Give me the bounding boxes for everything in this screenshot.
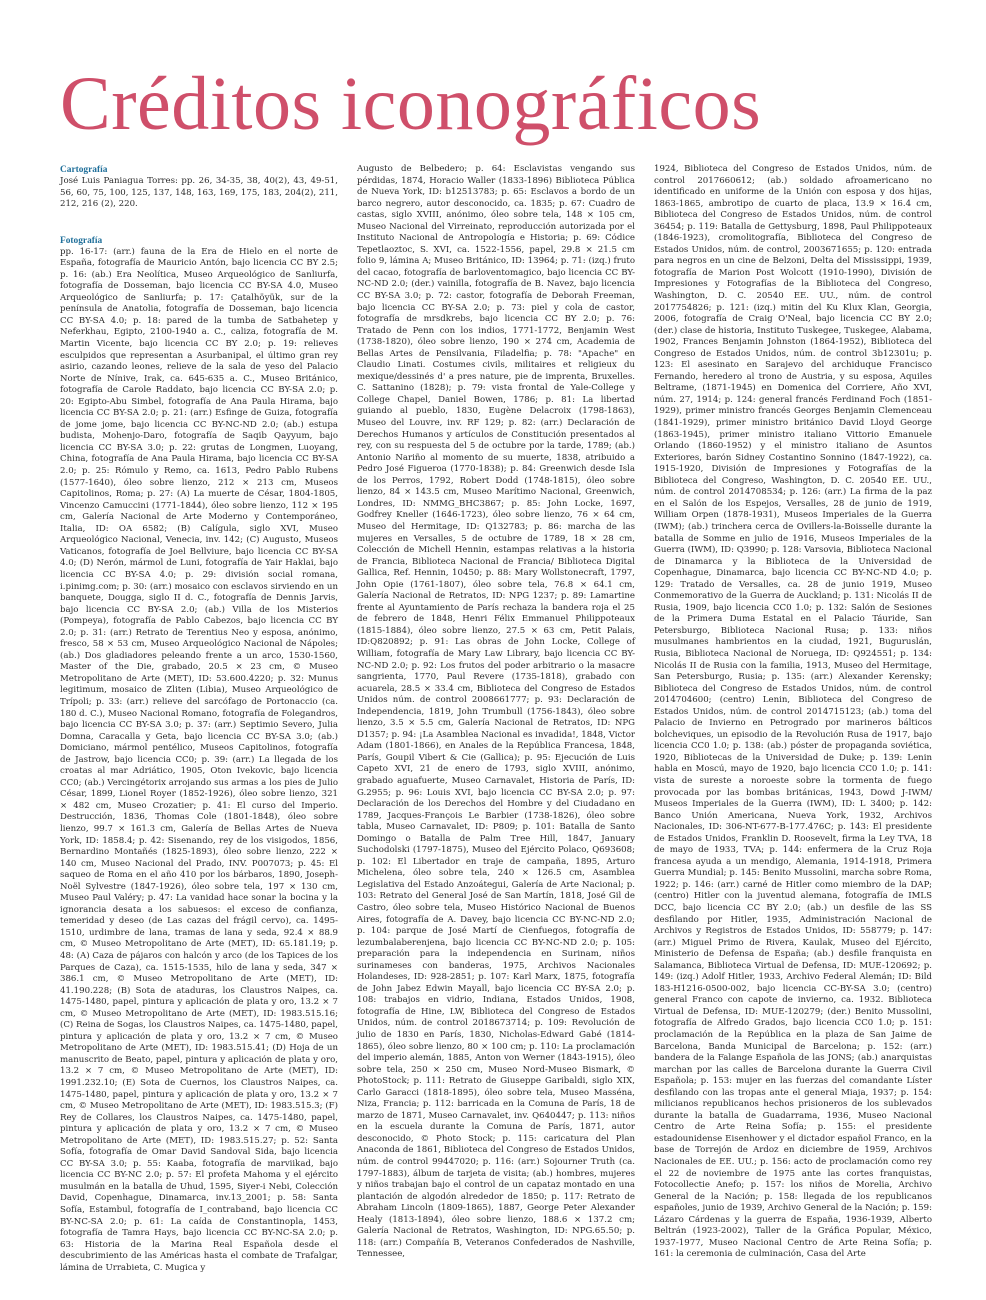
fotografia-text-part-3: 1924, Biblioteca del Congreso de Estados Unidos, núm. de control 2017660612; (ab.) soldado afroamericano no identificado en uniforme de la Unión con esposa y dos hijas, 1863-1865, ambrotipo de cuarto de placa, 13.9 × 16.4 cm, Biblioteca del Congreso de Estados Unidos, núm. de control 36454; p. 119: Batalla de Gettysburg, 1898, Paul Philippoteaux (1846-1923), cromolitografía, Biblioteca del Congreso de Estados Unidos, núm. de control, 2003671655; p. 120: entrada para negros en un cine de Belzoni, Delta del Mississippi, 1939, fotografía de Marion Post Wolcott (1910-1990), División de Impresiones y Fotografías de la Biblioteca del Congreso, Washington, D. C. 20540 EE. UU., núm. de control 2017754826; p. 121: (izq.) mitin del Ku Klux Klan, Georgia, 2006, fotografía de Craig O'Neal, bajo licencia CC BY 2.0; (der.) clase de historia, Instituto Tuskegee, Tuskegee, Alabama, 1902, Frances Benjamin Johnston (1864-1952), Biblioteca del Congreso de Estados Unidos, núm. de control 3b12301u; p. 123: El asesinato en Sarajevo del archiduque Francisco Fernando, heredero al trono de Austria, y su esposa, Aquiles Beltrame, (1871-1945) en Domenica del Corriere, Año XVI, núm. 27, 1914; p. 124: general francés Ferdinand Foch (1851-1929), primer ministro francés Georges Benjamin Clemenceau (1841-1929), primer ministro británico David Lloyd George (1863-1945), primer ministro italiano Vittorio Emanuele Orlando (1860-1952) y el ministro italiano de Asuntos Exteriores, barón Sidney Costantino Sonnino (1847-1922), ca. 1915-1920, División de Impresiones y Fotografías de la Biblioteca del Congreso, Washington, D. C. 20540 EE. UU., núm. de control 2014708534; p. 126: (arr.) La firma de la paz en el Salón de los Espejos, Versalles, 28 de junio de 1919, William Orpen (1878-1931), Museos Imperiales de la Guerra (IWM); (ab.) trinchera cerca de Ovillers-la-Boisselle durante la batalla de Somme en julio de 1916, Museos Imperiales de la Guerra (IWM), ID: Q3990; p. 128: Varsovia, Biblioteca Nacional de Dinamarca y la Biblioteca de la Universidad de Copenhague, Dinamarca, bajo licencia CC BY-NC-ND 4.0; p. 129: Tratado de Versalles, ca. 28 de junio 1919, Museo Conmemorativo de la Guerra de Auckland; p. 131: Nicolás II de Rusia, 1909, bajo licencia CC0 1.0; p. 132: Salón de Sesiones de la Primera Duma Estatal en el Palacio Táuride, San Petersburgo, Biblioteca Nacional Rusa; p. 133: niños musulmanes hambrientos en la ciudad, 1921, Buguruslán, Rusia, Biblioteca Nacional de Noruega, ID: Q924551; p. 134: Nicolás II de Rusia con la familia, 1913, Museo del Hermitage, San Petersburgo, Rusia; p. 135: (arr.) Alexander Kerensky; Biblioteca del Congreso de Estados Unidos, núm. de control 2014704600; (centro) Lenin, Biblioteca del Congreso de Estados Unidos, núm. de control 2014715123; (ab.) toma del Palacio de Invierno en Petrogrado por marineros bálticos bolcheviques, un episodio de la Revolución Rusa de 1917, bajo licencia CC0 1.0; p. 138: (ab.) póster de propaganda soviética, 1920, Bibliotecas de la Universidad de Duke; p. 139: Lenin habla en Moscú, mayo de 1920, bajo licencia CC0 1.0; p. 141: vista de sureste a noroeste sobre la tormenta de fuego provocada por las bombas británicas, 1943, Dowd J-IWM/ Museos Imperiales de la Guerra (IWM), ID: L 3400; p. 142: Banco Unión Americana, Nueva York, 1932, Archivos Nacionales, ID: 306-NT-677-B-177.476C; p. 143: El presidente de Estados Unidos, Franklin D. Roosevelt, firma la Ley TVA, 18 de mayo de 1933, TVA; p. 144: enfermera de la Cruz Roja francesa ayuda a un mendigo, Alemania, 1914-1918, Primera Guerra Mundial; p. 145: Benito Mussolini, marcha sobre Roma, 1922; p. 146: (arr.) carné de Hitler como miembro de la DAP; (centro) Hitler con la juventud alemana, fotografía de IMLS DCC, bajo licencia CC BY 2.0; (ab.) un desfile de las SS desfilando por Hitler, 1935, Administración Nacional de Archivos y Registros de Estados Unidos, ID: 558779; p. 147: (arr.) Miguel Primo de Rivera, Kaulak, Museo del Ejército, Ministerio de Defensa de España; (ab.) desfile franquista en Salamanca, Biblioteca Virtual de Defensa, ID: MUE-120692; p. 149: (izq.) Adolf Hitler, 1933, Archivo Federal Alemán; ID: Bild 183-H1216-0500-002, bajo licencia CC-BY-SA 3.0; (centro) general Franco con capote de invierno, ca. 1932. Biblioteca Virtual de Defensa, ID: MUE-120279; (der.) Benito Mussolini, fotografía de Alfredo Grados, bajo licencia CC0 1.0; p. 151: proclamación de la República en la plaza de San Jaime de Barcelona, Banda Municipal de Barcelona; p. 152: (arr.) bandera de la Falange Española de las JONS; (ab.) anarquistas marchan por las calles de Barcelona durante la Guerra Civil Española; p. 153: mujer en las fuerzas del comandante Líster desfilando con las tropas ante el general Miaja, 1937; p. 154: milicianos republicanos hechos prisioneros de los sublevados durante la batalla de Guadarrama, 1936, Museo Nacional Centro de Arte Reina Sofía; p. 155: el presidente estadounidense Eisenhower y el dictador español Franco, en la base de Torrejón de Ardoz en diciembre de 1959, Archivos Nacionales de EE. UU.; p. 156: acto de proclamación como rey el 22 de noviembre de 1975 ante las cortes franquistas, Fotocollectie Anefo; p. 157: los niños de Morelia, Archivo General de la Nación; p. 158: llegada de los republicanos españoles, junio de 1939, Archivo General de la Nación; p. 159: Lázaro Cárdenas y la guerra de España, 1936-1939, Alberto Beltrán (1923-2002), Taller de la Gráfica Popular, México, 1937-1977, Museo Nacional Centro de Arte Reina Sofía; p. 161: la ceremonia de culminación, Casa del Arte <box>654 164 932 1260</box>
fotografia-text-part-1: pp. 16-17: (arr.) fauna de la Era de Hielo en el norte de España, fotografía de Mauricio Antón, bajo licencia CC BY 2.5; p. 16: (ab.) Era Neolítica, Museo Arqueológico de Sanliurfa, fotografía de Dosseman, bajo licencia CC BY-SA 4.0, Museo Arqueológico de Sanliurfa; p. 17: Çatalhöyük, sur de la península de Anatolia, fotografía de Dosseman, bajo licencia CC BY-SA 4.0; p. 18: pared de la tumba de Satbahetep y Neferkhau, Egipto, 2100-1940 a. C., caliza, fotografía de M. Martin Vicente, bajo licencia CC BY 2.0; p. 19: relieves esculpidos que representan a Asurbanipal, el último gran rey asirio, cazando leones, relieve de la sala de yeso del Palacio Norte de Nínive, Irak, ca. 645-635 a. C., Museo Británico, fotografía de Carole Raddato, bajo licencia CC BY-SA 2.0; p. 20: Egipto-Abu Simbel, fotografía de Ana Paula Hirama, bajo licencia CC BY-SA 2.0; p. 21: (arr.) Esfinge de Guiza, fotografía de jome jome, bajo licencia CC BY-NC-ND 2.0; (ab.) estupa budista, Mohenjo-Daro, fotografía de Saqib Qayyum, bajo licencia CC BY-SA 3.0; p. 22: grutas de Longmen, Luoyang, China, fotografía de Ana Paula Hirama, bajo licencia CC BY-SA 2.0; p. 25: Rómulo y Remo, ca. 1613, Pedro Pablo Rubens (1577-1640), óleo sobre lienzo, 212 × 213 cm, Museos Capitolinos, Roma; p. 27: (A) La muerte de César, 1804-1805, Vincenzo Camuccini (1771-1844), óleo sobre lienzo, 112 × 195 cm, Galería Nacional de Arte Moderno y Contemporáneo, Italia, ID: OA 6582; (B) Calígula, siglo XVI, Museo Arqueológico Nacional, Venecia, inv. 142; (C) Augusto, Museos Vaticanos, fotografía de Joel Bellviure, bajo licencia CC BY-SA 4.0; (D) Nerón, mármol de Luni, fotografía de Yair Haklai, bajo licencia CC BY-SA 4.0; p. 29: división social romana, i.pinimg.com; p. 30: (arr.) mosaico con esclavos sirviendo en un banquete, Dougga, siglo II d. C., fotografía de Dennis Jarvis, bajo licencia CC BY-SA 2.0; (ab.) Villa de los Misterios (Pompeya), fotografía de Pablo Cabezos, bajo licencia CC BY 2.0; p. 31: (arr.) Retrato de Terentius Neo y esposa, anónimo, fresco, 58 × 53 cm, Museo Arqueológico Nacional de Nápoles; (ab.) Dos gladiadores peleando frente a un arco, 1530-1560, Master of the Die, grabado, 20.5 × 23 cm, © Museo Metropolitano de Arte (MET), ID: 53.600.4220; p. 32: Munus legitimum, mosaico de Zliten (Libia), Museo Arqueológico de Trípoli; p. 33: (arr.) relieve del sarcófago de Portonaccio (ca. 180 d. C.), Museo Nacional Romano, fotografía de Folegandros, bajo licencia CC BY-SA 3.0; p. 37: (arr.) Septimio Severo, Julia Domna, Caracalla y Geta, bajo licencia CC BY-SA 3.0; (ab.) Domiciano, mármol pentélico, Museos Capitolinos, fotografía de Jastrow, bajo licencia CC0; p. 39: (arr.) La llegada de los croatas al mar Adriático, 1905, Oton Ivekovic, bajo licencia CC0; (ab.) Vercingétorix arrojando sus armas a los pies de Julio César, 1899, Lionel Royer (1852-1926), óleo sobre lienzo, 321 × 482 cm, Museo Crozatier; p. 41: El curso del Imperio. Destrucción, 1836, Thomas Cole (1801-1848), óleo sobre lienzo, 99.7 × 161.3 cm, Galería de Bellas Artes de Nueva York, ID: 1858.4; p. 42: Sisenando, rey de los visigodos, 1856, Bernardino Montañés (1825-1893), óleo sobre lienzo, 222 × 140 cm, Museo Nacional del Prado, INV. P007073; p. 45: El saqueo de Roma en el año 410 por los bárbaros, 1890, Joseph-Noël Sylvestre (1847-1926), óleo sobre tela, 197 × 130 cm, Museo Paul Valéry; p. 47: La vanidad hace sonar la bocina y la ignorancia desata a los sabuesos: el exceso de confianza, temeridad y deseo (de Las cazas del frágil cervo), ca. 1495-1510, urdimbre de lana, tramas de lana y seda, 92.4 × 88.9 cm, © Museo Metropolitano de Arte (MET), ID: 65.181.19; p. 48: (A) Caza de pájaros con halcón y arco (de los Tapices de los Parques de Caza), ca. 1515-1535, hilo de lana y seda, 347 × 386.1 cm, © Museo Metropolitano de Arte (MET), ID: 41.190.228; (B) Sota de ataduras, los Claustros Naipes, ca. 1475-1480, papel, pintura y aplicación de plata y oro, 13.2 × 7 cm, © Museo Metropolitano de Arte (MET), ID: 1983.515.16; (C) Reina de Sogas, los Claustros Naipes, ca. 1475-1480, papel, pintura y aplicación de plata y oro, 13.2 × 7 cm, © Museo Metropolitano de Arte (MET), ID: 1983.515.41; (D) Hoja de un manuscrito de Beato, papel, pintura y aplicación de plata y oro, 13.2 × 7 cm, © Museo Metropolitano de Arte (MET), ID: 1991.232.10; (E) Sota de Cuernos, los Claustros Naipes, ca. 1475-1480, papel, pintura y aplicación de plata y oro, 13.2 × 7 cm, © Museo Metropolitano de Arte (MET), ID: 1983.515.3; (F) Rey de Collares, los Claustros Naipes, ca. 1475-1480, papel, pintura y aplicación de plata y oro, 13.2 × 7 cm, © Museo Metropolitano de Arte (MET), ID: 1983.515.27; p. 52: Santa Sofía, fotografía de Omar David Sandoval Sida, bajo licencia CC BY-SA 3.0; p. 55: Kaaba, fotografía de marviikad, bajo licencia CC BY-NC 2.0; p. 57: El profeta Mahoma y el ejército musulmán en la batalla de Uhud, 1595, Siyer-i Nebi, Colección David, Copenhague, Dinamarca, inv.13_2001; p. 58: Santa Sofía, Estambul, fotografía de I_contraband, bajo licencia CC BY-NC-SA 2.0; p. 61: La caída de Constantinopla, 1453, fotografía de Tamra Hays, bajo licencia CC BY-NC-SA 2.0; p. 63: Historia de la Marina Real Española desde el descubrimiento de las Américas hasta el combate de Trafalgar, lámina de Urrabieta, C. Mugica y <box>60 246 338 1273</box>
page-title: Créditos iconográficos <box>60 62 762 146</box>
column-1 <box>60 164 338 1273</box>
fotografia-text-part-2: Augusto de Belbedero; p. 64: Esclavistas vengando sus pérdidas, 1874, Horacio Waller (1833-1896) Biblioteca Pública de Nueva York, ID: b12513783; p. 65: Esclavos a bordo de un barco negrero, autor desconocido, ca. 1835; p. 67: Cuadro de castas, siglo XVIII, anónimo, óleo sobre tela, 148 × 105 cm, Museo Nacional del Virreinato, reproducción autorizada por el Instituto Nacional de Antropología e Historia; p. 69: Códice Tepetlaoztoc, S. XVI, ca. 1522-1556, papel, 29.8 × 21.5 cm folio 9, lámina A; Museo Británico, ID: 13964; p. 71: (izq.) fruto del cacao, fotografía de barloventomagico, bajo licencia CC BY-NC-ND 2.0; (der.) vainilla, fotografía de B. Navez, bajo licencia CC BY-SA 3.0; p. 72: castor, fotografía de Deborah Freeman, bajo licencia CC BY-SA 2.0; p. 73: piel y cola de castor, fotografía de mrsdkrebs, bajo licencia CC BY 2.0; p. 76: Tratado de Penn con los indios, 1771-1772, Benjamin West (1738-1820), óleo sobre lienzo, 190 × 274 cm, Academia de Bellas Artes de Pensilvania, Filadelfia; p. 78: "Apache" en Claudio Linati. Costumes civils, militaires et religieux du mexique/dessinés d' a pres nature, pie de imprenta, Bruxelles. C. Sattanino (1828); p. 79: vista frontal de Yale-College y College Chapel, Daniel Bowen, 1786; p. 81: La libertad guiando al pueblo, 1830, Eugène Delacroix (1798-1863), Museo del Louvre, inv. RF 129; p. 82: (arr.) Declaración de Derechos Humanos y artículos de Constitución presentados al rey, con su respuesta del 5 de octubre por la tarde, 1789; (ab.) Antonio Nariño al momento de su muerte, 1838, atribuido a Pedro José Figueroa (1770-1838); p. 84: Greenwich desde Isla de los Perros, 1792, Robert Dodd (1748-1815), óleo sobre lienzo, 84 × 143.5 cm, Museo Marítimo Nacional, Greenwich, Londres, ID: NMMG_BHC3867; p. 85: John Locke, 1697, Godfrey Kneller (1646-1723), óleo sobre lienzo, 76 × 64 cm, Museo del Hermitage, ID: Q132783; p. 86: marcha de las mujeres en Versalles, 5 de octubre de 1789, 18 × 28 cm, Colección de Michell Hennin, estampas relativas a la historia de Francia, Biblioteca Nacional de Francia/ Biblioteca Digital Gallica, Ref. Hennin, 10450; p. 88: Mary Wollstonecraft, 1797, John Opie (1761-1807), óleo sobre tela, 76.8 × 64.1 cm, Galería Nacional de Retratos, ID: NPG 1237; p. 89: Lamartine frente al Ayuntamiento de París rechaza la bandera roja el 25 de febrero de 1848, Henri Félix Emmanuel Philippoteaux (1815-1884), óleo sobre lienzo, 27.5 × 63 cm, Petit Palais, ID:Q820892; p. 91: Las obras de John Locke, College of William, fotografía de Mary Law Library, bajo licencia CC BY-NC-ND 2.0; p. 92: Los frutos del poder arbitrario o la masacre sangrienta, 1770, Paul Revere (1735-1818), grabado con acuarela, 28.5 × 33.4 cm, Biblioteca del Congreso de Estados Unidos núm. de control 2008661777; p. 93: Declaración de Independencia, 1819, John Trumbull (1756-1843), óleo sobre lienzo, 3.5 × 5.5 cm, Galería Nacional de Retratos, ID: NPG D1357; p. 94: ¡La Asamblea Nacional es invadida!, 1848, Victor Adam (1801-1866), en Anales de la República Francesa, 1848, París, Goupil Vibert & Cie (Gallica); p. 95: Ejecución de Luis Capeto XVI, 21 de enero de 1793, siglo XVIII, anónimo, grabado aguafuerte, Museo Carnavalet, Historia de París, ID: G.2955; p. 96: Louis XVI, bajo licencia CC BY-SA 2.0; p. 97: Declaración de los Derechos del Hombre y del Ciudadano en 1789, Jacques-François Le Barbier (1738-1826), óleo sobre tabla, Museo Carnavalet, ID: P809; p. 101: Batalla de Santo Domingo o Batalla de Palm Tree Hill, 1847, January Suchodolski (1797-1875), Museo del Ejército Polaco, Q693608; p. 102: El Libertador en traje de campaña, 1895, Arturo Michelena, óleo sobre tela, 240 × 126.5 cm, Asamblea Legislativa del Estado Anzoátegui, Galería de Arte Nacional; p. 103: Retrato del General José de San Martín, 1818, José Gil de Castro, óleo sobre tela, Museo Histórico Nacional de Buenos Aires, fotografía de A. Davey, bajo licencia CC BY-NC-ND 2.0; p. 104: parque de José Martí de Cienfuegos, fotografía de lezumbalaberenjena, bajo licencia CC BY-NC-ND 2.0; p. 105: preparación para la independencia en Surinam, niños surinameses con banderas, 1975, Archivos Nacionales Holandeses, ID: 928-2851; p. 107: Karl Marx, 1875, fotografía de John Jabez Edwin Mayall, bajo licencia CC BY-SA 2.0; p. 108: trabajos en vidrio, Indiana, Estados Unidos, 1908, fotografía de Hine, LW, Biblioteca del Congreso de Estados Unidos, núm. de control 2018673714; p. 109: Revolución de julio de 1830 en París, 1830, Nicholas-Edward Gabé (1814-1865), óleo sobre lienzo, 80 × 100 cm; p. 110: La proclamación del imperio alemán, 1885, Anton von Werner (1843-1915), óleo sobre tela, 250 × 250 cm, Museo Nord-Museo Bismark, © PhotoStock; p. 111: Retrato de Giuseppe Garibaldi, siglo XIX, Carlo Garacci (1818-1895), óleo sobre tela, Museo Masséna, Niza, Francia; p. 112: barricada en la Comuna de París, 18 de marzo de 1871, Museo Carnavalet, inv. Q640447; p. 113: niños en la escuela durante la Comuna de París, 1871, autor desconocido, © Photo Stock; p. 115: caricatura del Plan Anaconda de 1861, Biblioteca del Congreso de Estados Unidos, núm. de control 99447020; p. 116: (arr.) Sojourner Truth (ca. 1797-1883), álbum de tarjeta de visita; (ab.) hombres, mujeres y niños trabajan bajo el control de un capataz montado en una plantación de algodón alrededor de 1850; p. 117: Retrato de Abraham Lincoln (1809-1865), 1887, George Peter Alexander Healy (1813-1894), óleo sobre lienzo, 188.6 × 137.2 cm; Galería Nacional de Retratos, Washington, ID: NPG.65.50; p. 118: (arr.) Compañía B, Veteranos Confederados de Nashville, Tennessee, <box>357 164 635 1260</box>
column-3 <box>654 164 932 1260</box>
cartografia-text: José Luis Paniagua Torres: pp. 26, 34-35, 38, 40(2), 43, 49-51, 56, 60, 75, 100, 125, 137, 148, 163, 169, 175, 183, 204(2), 211, 212, 216 (2), 220. <box>60 176 338 210</box>
column-2 <box>357 164 635 1260</box>
section-spacer <box>60 211 338 235</box>
credits-columns <box>60 164 932 1273</box>
section-heading-cartografia: Cartografía <box>60 165 108 175</box>
section-heading-fotografia: Fotografía <box>60 235 103 246</box>
